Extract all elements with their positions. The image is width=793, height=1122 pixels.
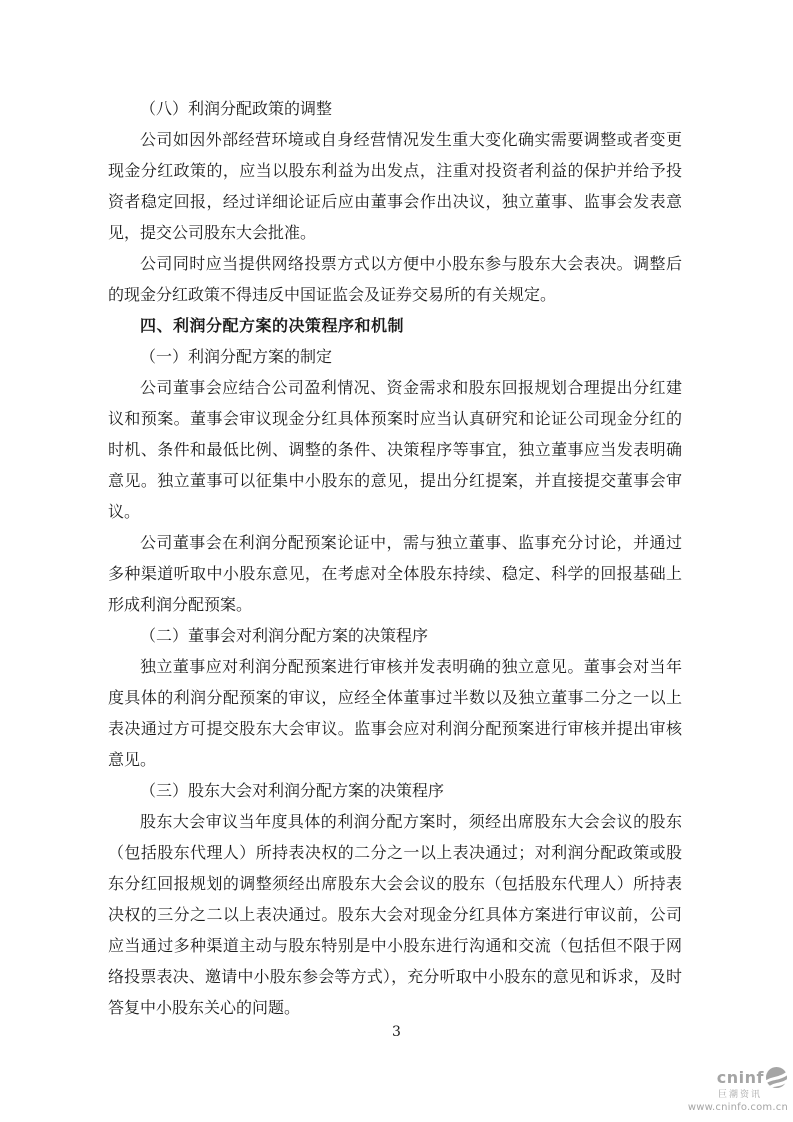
document-body [108, 93, 682, 1023]
page-number: 3 [392, 1024, 401, 1040]
section-heading: 四、利润分配方案的决策程序和机制 [140, 316, 405, 335]
section-subheading: （二）董事会对利润分配方案的决策程序 [140, 626, 429, 645]
cninfo-watermark [688, 1066, 788, 1113]
paragraph: 股东大会审议当年度具体的利润分配方案时，须经出席股东大会会议的股东（包括股东代理人）所持表决权的二分之一以上表决通过；对利润分配政策或股东分红回报规划的调整须经出席股东大会会议的股东（包括股东代理人）所持表决权的三分之二以上表决通过。股东大会对现金分红具体方案进行审议前，公司应当通过多种渠道主动与股东特别是中小股东进行沟通和交流（包括但不限于网络投票表决、邀请中小股东参会等方式），充分听取中小股东的意见和诉求，及时答复中小股东关心的问题。 [108, 812, 682, 1017]
cninfo-swirl-icon [765, 1066, 788, 1089]
section-subheading: （一）利润分配方案的制定 [140, 347, 333, 366]
cninfo-url: www.cninfo.com.cn [687, 1102, 788, 1113]
paragraph: 公司董事会在利润分配预案论证中，需与独立董事、监事充分讨论，并通过多种渠道听取中小股东意见，在考虑对全体股东持续、稳定、科学的回报基础上形成利润分配预案。 [108, 533, 682, 614]
cninfo-brand-cn: 巨潮资讯 [717, 1090, 762, 1100]
paragraph: 公司董事会应结合公司盈利情况、资金需求和股东回报规划合理提出分红建议和预案。董事会审议现金分红具体预案时应当认真研究和论证公司现金分红的时机、条件和最低比例、调整的条件、决策程序等事宜，独立董事应当发表明确意见。独立董事可以征集中小股东的意见，提出分红提案，并直接提交董事会审议。 [108, 378, 682, 521]
paragraph: 公司同时应当提供网络投票方式以方便中小股东参与股东大会表决。调整后的现金分红政策不得违反中国证监会及证券交易所的有关规定。 [108, 254, 682, 304]
paragraph: 公司如因外部经营环境或自身经营情况发生重大变化确实需要调整或者变更现金分红政策的，应当以股东利益为出发点，注重对投资者利益的保护并给予投资者稳定回报，经过详细论证后应由董事会作出决议，独立董事、监事会发表意见，提交公司股东大会批准。 [108, 130, 682, 242]
section-subheading: （八）利润分配政策的调整 [140, 99, 333, 118]
paragraph: 独立董事应对利润分配预案进行审核并发表明确的独立意见。董事会对当年度具体的利润分配预案的审议，应经全体董事过半数以及独立董事二分之一以上表决通过方可提交股东大会审议。监事会应对利润分配预案进行审核并提出审核意见。 [108, 657, 682, 769]
section-subheading: （三）股东大会对利润分配方案的决策程序 [140, 781, 445, 800]
cninfo-brand-text: cninf [716, 1067, 764, 1087]
